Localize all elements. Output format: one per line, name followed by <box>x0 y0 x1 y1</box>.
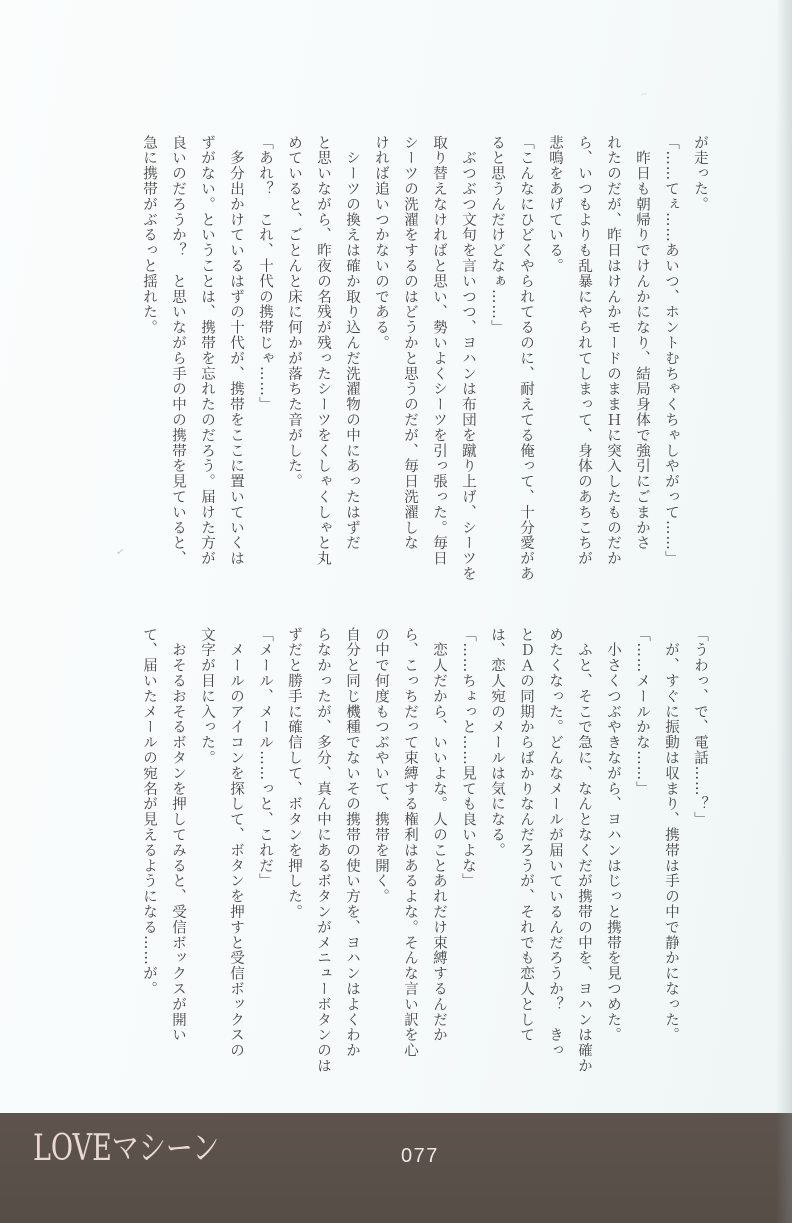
text-column: 「あれ？ これ、十代の携帯じゃ……」 <box>257 135 273 413</box>
novel-text-top-block <box>134 135 714 587</box>
text-column: 「こんなにひどくやられてるのに、耐えてる俺って、十分愛があ <box>518 135 534 582</box>
text-column: が、すぐに振動は収まり、携帯は手の中で静かになった。 <box>663 627 679 1043</box>
text-column: 多分出かけているはずの十代が、携帯をここに置いていくは <box>228 135 244 567</box>
footer-band <box>0 1113 792 1223</box>
text-column: めていると、ごとんと床に何かが落ちた音がした。 <box>286 135 302 490</box>
scan-speck: ✓ <box>115 546 126 559</box>
text-column: シーツの洗濯をするのはどうかと思うのだが、毎日洗濯しな <box>402 135 418 551</box>
text-column: 良いのだろうか？ と思いながら手の中の携帯を見ていると、 <box>170 135 186 567</box>
text-column: おそるおそるボタンを押してみると、受信ボックスが開い <box>170 627 186 1043</box>
novel-text-bottom-block <box>134 627 714 1079</box>
text-column: 文字が目に入った。 <box>199 627 215 766</box>
text-column: 恋人だから、いいよな。人のことあれだけ束縛するんだか <box>431 627 447 1043</box>
chapter-title: LOVEマシーン <box>33 1128 220 1169</box>
text-column: れたのだが、昨日はけんかモードのままＨに突入したものだか <box>605 135 621 567</box>
text-column: ふと、そこで急に、なんとなくだが携帯の中を、ヨハンは確か <box>576 627 592 1074</box>
text-column: 急に携帯がぶるっと揺れた。 <box>141 135 157 336</box>
scan-edge-shadow <box>776 0 792 1223</box>
page-number: 077 <box>401 1145 439 1167</box>
text-column: 「メール、メール……っと、これだ」 <box>257 627 273 889</box>
text-column: めたくなった。どんなメールが届いているんだろうか？ きっ <box>547 627 563 1059</box>
text-column: 小さくつぶやきながら、ヨハンはじっと携帯を見つめた。 <box>605 627 621 1043</box>
text-column: と思いながら、昨夜の名残が残ったシーツをくしゃくしゃと丸 <box>315 135 331 567</box>
text-column: の中で何度もつぶやいて、携帯を開く。 <box>373 627 389 905</box>
text-column: ぶつぶつ文句を言いつつ、ヨハンは布団を蹴り上げ、シーツを <box>460 135 476 582</box>
text-column: とＤＡの同期からばかりなんだろうが、それでも恋人として <box>518 627 534 1043</box>
text-column: 悲鳴をあげている。 <box>547 135 563 274</box>
text-column: が走った。 <box>692 135 708 212</box>
text-column: 取り替えなければと思い、勢いよくシーツを引っ張った。毎日 <box>431 135 447 567</box>
text-column: ずがない。ということは、携帯を忘れたのだろう。届けた方が <box>199 135 215 567</box>
text-column: て、届いたメールの宛名が見えるようになる……が。 <box>141 627 157 997</box>
text-column: ければ追いつかないのである。 <box>373 135 389 351</box>
text-column: ずだと勝手に確信して、ボタンを押した。 <box>286 627 302 920</box>
text-column: ら、こっちだって束縛する権利はあるよな。そんな言い訳を心 <box>402 627 418 1059</box>
text-column: 自分と同じ機種でないその携帯の使い方を、ヨハンはよくわか <box>344 627 360 1059</box>
text-column: は、恋人宛のメールは気になる。 <box>489 627 505 858</box>
text-column: 「……てぇ……あいつ、ホントむちゃくちゃしやがって……」 <box>663 135 679 567</box>
text-column: ら、いつもよりも乱暴にやられてしまって、身体のあちこちが <box>576 135 592 567</box>
text-column: 「うわっ、で、電話……？」 <box>692 627 708 828</box>
text-column: シーツの換えは確か取り込んだ洗濯物の中にあったはずだ <box>344 135 360 551</box>
text-column: 「……ちょっと……見ても良いよな」 <box>460 627 476 889</box>
scan-speck: ~ <box>638 88 650 101</box>
text-column: ると思うんだけどなぁ……」 <box>489 135 505 336</box>
text-column: 昨日も朝帰りでけんかになり、結局身体で強引にごまかさ <box>634 135 650 551</box>
text-column: らなかったが、多分、真ん中にあるボタンがメニューボタンのは <box>315 627 331 1074</box>
text-column: 「……メールかな……」 <box>634 627 650 797</box>
text-column: メールのアイコンを探して、ボタンを押すと受信ボックスの <box>228 627 244 1059</box>
